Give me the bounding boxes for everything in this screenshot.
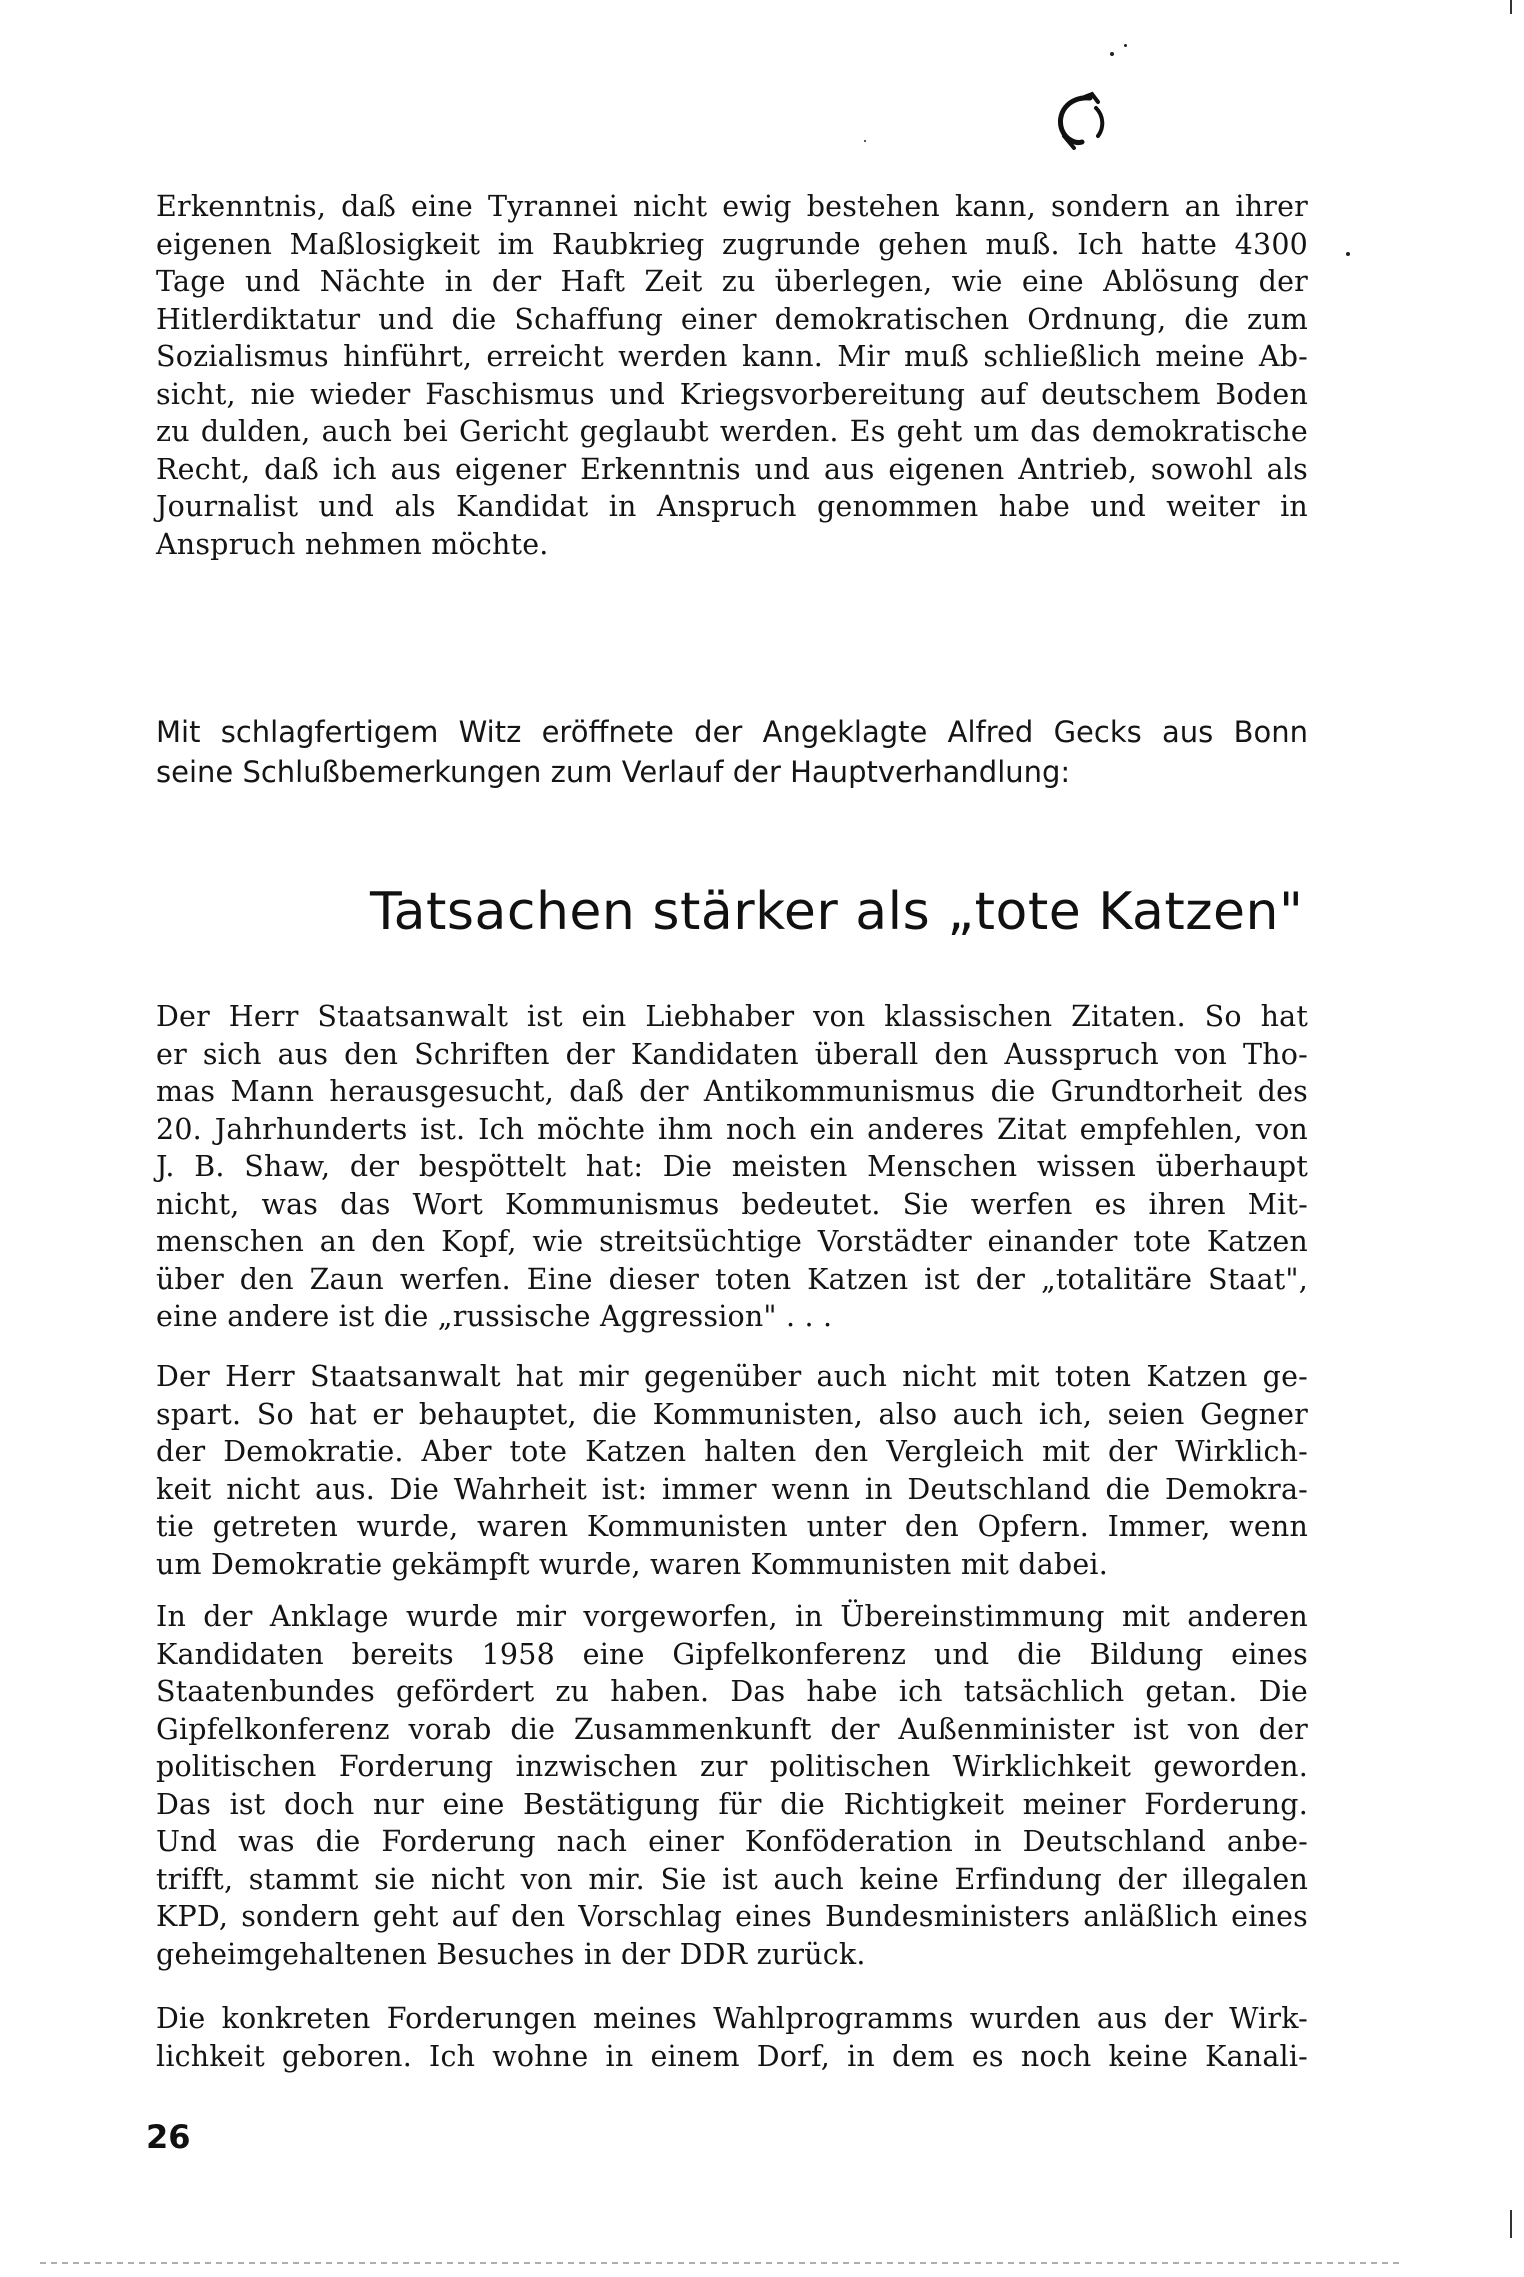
scan-bottom-rule — [40, 2262, 1400, 2264]
text-line: eine andere ist die „russische Aggression" . . . — [156, 1300, 833, 1333]
text-line: er sich aus den Schriften der Kandidaten überall den Ausspruch von Tho- — [156, 1037, 1308, 1071]
speck-2 — [1124, 44, 1127, 47]
intro-line: Mit schlagfertigem Witz eröffnete der Angeklagte Alfred Gecks aus Bonn — [156, 715, 1308, 749]
text-line: spart. So hat er behauptet, die Kommunisten, also auch ich, seien Gegner — [156, 1397, 1308, 1431]
intro-text — [156, 712, 1308, 792]
text-line: J. B. Shaw, der bespöttelt hat: Die meisten Menschen wissen überhaupt — [156, 1150, 1308, 1183]
text-line: Der Herr Staatsanwalt ist ein Liebhaber von klassischen Zitaten. So hat — [156, 1000, 1308, 1033]
text-line: eigenen Maßlosigkeit im Raubkrieg zugrunde gehen muß. Ich hatte 4300 — [156, 227, 1308, 261]
scan-edge-line-bottom — [1510, 2210, 1512, 2238]
text-line: keit nicht aus. Die Wahrheit ist: immer wenn in Deutschland die Demokra- — [156, 1472, 1308, 1506]
text-line: Tage und Nächte in der Haft Zeit zu überlegen, wie eine Ablösung der — [156, 265, 1308, 298]
text-line: Der Herr Staatsanwalt hat mir gegenüber auch nicht mit toten Katzen ge- — [156, 1360, 1308, 1393]
text-line: lichkeit geboren. Ich wohne in einem Dorf, in dem es noch keine Kanali- — [156, 2039, 1308, 2073]
text-line: nicht, was das Wort Kommunismus bedeutet. Sie werfen es ihren Mit- — [156, 1187, 1308, 1221]
paragraph-main-1 — [156, 998, 1308, 1336]
paragraph-main-2 — [156, 1358, 1308, 1583]
text-line: 20. Jahrhunderts ist. Ich möchte ihm noch ein anderes Zitat empfehlen, von — [156, 1112, 1308, 1146]
intro-line: seine Schlußbemerkungen zum Verlauf der Hauptverhandlung: — [156, 755, 1071, 789]
speck-3 — [1346, 252, 1350, 256]
text-line: über den Zaun werfen. Eine dieser toten Katzen ist der „totalitäre Staat", — [156, 1262, 1308, 1296]
text-line: um Demokratie gekämpft wurde, waren Kommunisten mit dabei. — [156, 1547, 1109, 1581]
text-line: geheimgehaltenen Besuches in der DDR zurück. — [156, 1937, 866, 1971]
text-line: Hitlerdiktatur und die Schaffung einer demokratischen Ordnung, die zum — [156, 302, 1308, 336]
scan-edge-line-top — [1510, 0, 1512, 14]
text-line: KPD, sondern geht auf den Vorschlag eines Bundesministers anläßlich eines — [156, 1900, 1308, 1933]
text-line: Gipfelkonferenz vorab die Zusammenkunft der Außenminister ist von der — [156, 1712, 1308, 1746]
text-line: Journalist und als Kandidat in Anspruch genommen habe und weiter in — [156, 490, 1308, 523]
text-line: Und was die Forderung nach einer Konföderation in Deutschland anbe- — [156, 1825, 1308, 1858]
text-line: sicht, nie wieder Faschismus und Kriegsvorbereitung auf deutschem Boden — [156, 377, 1308, 411]
text-line: mas Mann herausgesucht, daß der Antikommunismus die Grundtorheit des — [156, 1075, 1308, 1108]
speck-4 — [864, 140, 866, 142]
page-number: 26 — [146, 2118, 191, 2156]
text-line: tie getreten wurde, waren Kommunisten unter den Opfern. Immer, wenn — [156, 1510, 1308, 1543]
text-line: Kandidaten bereits 1958 eine Gipfelkonferenz und die Bildung eines — [156, 1637, 1308, 1671]
text-line: der Demokratie. Aber tote Katzen halten den Vergleich mit der Wirklich- — [156, 1435, 1308, 1468]
text-line: zu dulden, auch bei Gericht geglaubt werden. Es geht um das demokratische — [156, 415, 1308, 448]
text-line: Anspruch nehmen möchte. — [156, 527, 549, 561]
speck-1 — [1110, 52, 1114, 56]
text-line: Recht, daß ich aus eigener Erkenntnis und aus eigenen Antrieb, sowohl als — [156, 452, 1308, 486]
text-line: Die konkreten Forderungen meines Wahlprogramms wurden aus der Wirk- — [156, 2002, 1308, 2035]
paragraph-main-3 — [156, 1598, 1308, 1973]
text-line: Erkenntnis, daß eine Tyrannei nicht ewig bestehen kann, sondern an ihrer — [156, 190, 1308, 223]
text-line: Das ist doch nur eine Bestätigung für die Richtigkeit meiner Forderung. — [156, 1787, 1308, 1821]
text-line: Sozialismus hinführt, erreicht werden kann. Mir muß schließlich meine Ab- — [156, 340, 1308, 373]
text-line: Staatenbundes gefördert zu haben. Das habe ich tatsächlich getan. Die — [156, 1675, 1308, 1708]
hand-drawn-mark-icon — [1052, 88, 1112, 154]
text-line: trifft, stammt sie nicht von mir. Sie ist auch keine Erfindung der illegalen — [156, 1862, 1308, 1896]
text-line: politischen Forderung inzwischen zur politischen Wirklichkeit geworden. — [156, 1750, 1308, 1783]
paragraph-top — [156, 188, 1308, 563]
text-line: menschen an den Kopf, wie streitsüchtige Vorstädter einander tote Katzen — [156, 1225, 1308, 1258]
text-line: In der Anklage wurde mir vorgeworfen, in Übereinstimmung mit anderen — [156, 1600, 1308, 1633]
section-heading: Tatsachen stärker als „tote Katzen" — [370, 882, 1304, 942]
paragraph-main-4 — [156, 2000, 1308, 2075]
